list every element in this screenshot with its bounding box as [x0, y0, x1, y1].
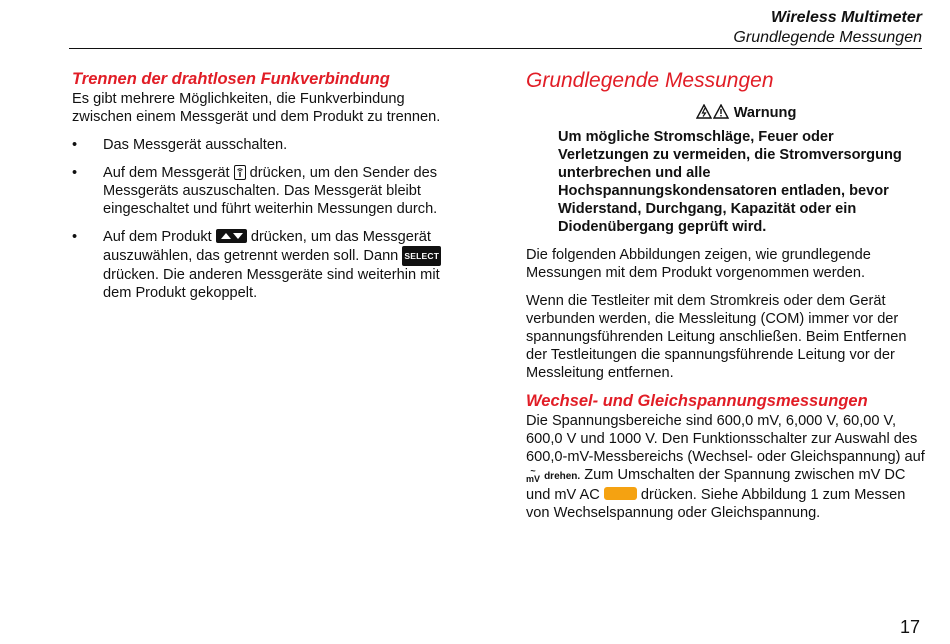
list-item: • Auf dem Messgerät drücken, um den Sender des Messgeräts auszuschalten. Das Messgerät bleibt eingeschaltet und führt weiterhin Messungen durch.	[72, 165, 438, 217]
bullet-list	[72, 136, 467, 302]
header-title: Wireless Multimeter	[770, 9, 922, 26]
section-heading-disconnect: Trennen der drahtlosen Funkverbindung	[72, 70, 390, 88]
warning-text: Um mögliche Stromschläge, Feuer oder Verletzungen zu vermeiden, die Stromversorgung unterbrechen und alle Hochspannungskondensatoren entladen, bevor Widerstand, Durchgang, Kapazität oder ein Diodenübergang geprüft wird.	[558, 129, 902, 235]
paragraph-figures: Die folgenden Abbildungen zeigen, wie grundlegende Messungen mit dem Produkt vorgenommen werden.	[526, 247, 871, 281]
section-heading-voltage: Wechsel- und Gleichspannungsmessungen	[526, 392, 868, 410]
warning-heading	[566, 104, 926, 124]
list-item: • Das Messgerät ausschalten.	[72, 137, 288, 153]
paragraph-voltage: Die Spannungsbereiche sind 600,0 mV, 6,000 V, 60,00 V, 600,0 V und 1000 V. Den Funktionsschalter zur Auswahl des 600,0-mV-Messbereichs (Wechsel- oder Gleichspannung) auf ~ mV drehen. Zum Umschalten der Spannung zwischen mV DC und mV AC drücken. Siehe Abbildung 1 zum Messen von Wechselspannung oder Gleichspannung.	[526, 413, 925, 521]
paragraph-test-leads: Wenn die Testleiter mit dem Stromkreis oder dem Gerät verbunden werden, die Messleitung (COM) immer vor der spannungsführenden Leitung anschließen. Beim Entfernen der Testleitungen die spannungsführende Leitung vor der Messleitung entfernen.	[526, 293, 907, 381]
caution-warning-icon	[713, 104, 729, 124]
right-column	[526, 68, 926, 522]
list-item: • Auf dem Produkt drücken, um das Messgerät auszuwählen, das getrennt werden soll. Dann SELECT drücken. Die anderen Messgeräte sind weiterhin mit dem Produkt gekoppelt.	[72, 229, 440, 301]
warning-label: Warnung	[733, 105, 797, 121]
mv-dial-symbol: ~ mV	[526, 466, 541, 484]
electric-warning-icon	[696, 104, 712, 124]
select-key-icon: SELECT	[402, 246, 441, 266]
wireless-button-icon	[234, 165, 246, 180]
up-down-arrow-icon	[216, 229, 247, 243]
left-column	[72, 68, 467, 302]
page-number: 17	[899, 617, 920, 637]
header-subtitle: Grundlegende Messungen	[733, 29, 922, 46]
header-rule	[69, 48, 922, 49]
orange-key-icon	[604, 487, 637, 500]
intro-paragraph: Es gibt mehrere Möglichkeiten, die Funkverbindung zwischen einem Messgerät und dem Produkt zu trennen.	[72, 91, 441, 125]
page-title: Grundlegende Messungen	[526, 69, 774, 92]
